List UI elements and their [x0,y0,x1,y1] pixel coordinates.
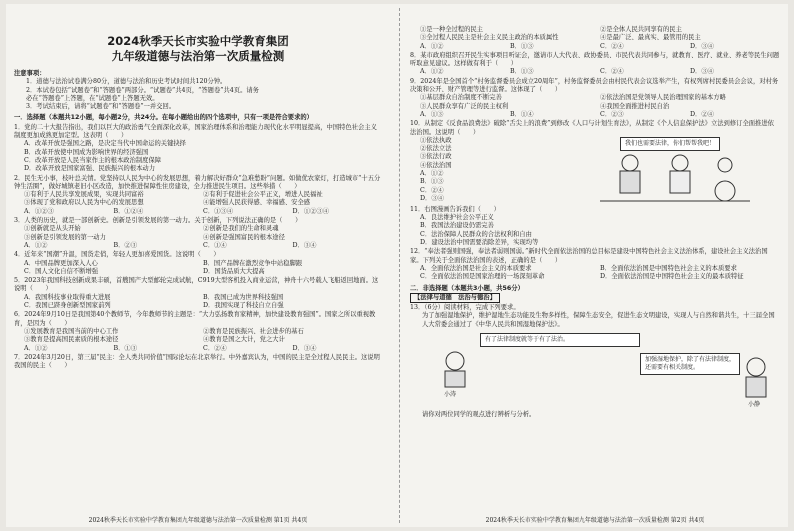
q10-options [410,137,590,205]
option: C．我国已跻身创新型国家前列 [24,302,111,310]
answer-row [410,68,780,76]
answer: B．①③ [510,68,534,76]
answer-row [14,208,382,216]
question-1: 1．党的二十大报告指出，我们以巨大的政治勇气全面深化改革，国家治理体系和治理能力现代化水平明显提高，中国特色社会主义制度更加成熟更加定型。这表明（ ） [14,123,377,140]
option: C．国人文化自信不断增强 [24,267,99,275]
question-6: 6．2024年9月10日是我国第40个教师节，今年教师节的主题是：“大力弘扬教育家精神，加快建设教育强国”。国家之所以重视教育，是因为（ ） [14,311,376,327]
option: ④依法治国 [420,161,452,169]
option: D．建设法治中国需要消除差异，实现均等 [420,239,539,247]
answer: C．②④ [203,344,227,352]
option: ③全过程人民民主是社会主义民主政治的本质属性 [420,34,559,42]
answer: D．①②③④ [292,207,330,215]
question-8: 8．某市政府组织召开民生实事项目听证会，邀请市人大代表、政协委员、市民代表共同参与，就教育、医疗、就业、养老等民生问题听取意见建议。这样做有利于（ ） [410,51,780,68]
answer: A．①② [420,68,444,76]
option: ①依法执政 [420,136,452,144]
option: ②依法治国是党领导人民治理国家的基本方略 [600,94,726,102]
note-line: 必在“答题卷”上答题，在“试题卷”上答题无效。 [26,94,159,102]
dialogue-scene [410,329,780,411]
left-page [14,4,382,527]
option: ③依法行政 [420,153,452,161]
answer: A．①② [420,170,444,178]
answer: A．①②③ [24,207,54,215]
question-5: 5．2023年我国科技创新成果丰硕，首艘国产大型邮轮完成试航，C919大型客机投入商业运营，神舟十六号载人飞船返回地面。这说明（ ） [14,277,379,293]
option: D．全面依法治国是中国特色社会主义的最本质特征 [600,273,744,281]
option: B．国产品牌在激烈竞争中站稳脚跟 [203,259,303,267]
exam-sheet [6,4,788,527]
cartoon-caption: 我们也需要法律，你们帮帮我吧！ [620,137,720,151]
answer-row [410,43,780,51]
answer: B．①③ [510,42,534,50]
answer: D．③④ [690,42,714,50]
answer: C．②③ [600,110,624,118]
option: ①有利于人民共享发展成果，实现共同富裕 [24,191,144,199]
q10-block [410,137,780,205]
question-3: 3．人类的历史，就是一部创新史。创新是引领发展的第一动力。关于创新，下列说法正确的是（ ） [14,217,302,225]
option: ①创新就是从头开始 [24,225,81,233]
option: ①基层群众自治制度不断完善 [420,94,502,102]
option: ④教育是国之大计，党之大计 [203,336,285,344]
option: ②有利于促进社会公平正义，增进人民福祉 [203,191,323,199]
section-one-heading: 一．选择题（本题共12小题，每小题2分，共24分。在每小题给出的四个选项中，只有一项是符合要求的） [14,114,313,122]
speech-bubble-1: 有了法律制度就等于有了法治。 [480,333,640,347]
option-row [410,103,780,111]
question-11: 11．右图漫画告诉我们（ ） [410,205,500,213]
option-row [14,225,382,233]
option-row [14,199,382,207]
option: ④是最广泛、最真实、最管用的民主 [600,34,701,42]
question-4: 4．近年来“国潮”升温，国货走俏，年轻人更加喜爱国货。这说明（ ） [14,251,220,259]
student-1-figure [430,349,480,389]
option: ③教育是提高国民素质的根本途径 [24,336,119,344]
answer: B．①④ [510,110,534,118]
answer: B．①③ [420,178,444,186]
speech-bubble-2: 加强湿地保护，除了有法律制度，还需要有相关制度。 [640,353,740,375]
question-9: 9．2024年是全国首个“村务监督委员会成立20周年”，村务监督委员会由村民代表会议选举产生，有权列席村民委员会会议，对村务决策和公开、财产管理等进行监督。这体现了（ ） [410,77,779,94]
page-footer: 2024秋季天长市实验中学教育集团九年级道德与法治第一次质量检测 第2页 共4页 [485,516,705,524]
option: D．我国实现了科技自立自强 [203,302,284,310]
option: ④我国全面推进村民自治 [600,102,670,110]
answer-row [14,345,382,353]
question-10: 10．从制定《反食品浪费法》破除“舌尖上的浪费”到修改《人口与计划生育法》，从制定《个人信息保护法》立法到修订全面推进依法治国。这说明（ ） [410,120,774,136]
option: ②是全体人民共同享有的民主 [600,26,682,33]
answer: A．①② [420,42,444,50]
option-row [14,336,382,344]
option: ①是一种全过程的民主 [420,26,483,33]
option: ④能增强人民获得感、幸福感、安全感 [203,199,311,207]
answer: B．①②④ [113,207,144,215]
option: B．全面依法治国是中国特色社会主义的本质要求 [600,264,737,272]
answer: D．③④ [420,194,444,202]
topic-tag: 【法律与道德 法治与德治】 [410,293,500,303]
answer: B．②③ [113,241,138,249]
option: D．改革开放是国家富强、民族振兴的根本动力 [24,165,155,173]
option: A．全面依法治国是社会主义的本质要求 [420,264,532,272]
option-row [410,273,780,281]
option: A．改革开放是强国之路，是决定当代中国命运的关键抉择 [24,140,186,148]
question-12: 12．“奉法者强则国强，奉法者弱则国弱。”新时代全面依法治国的总目标是建设中国特色社会主义法治体系，建设社会主义法治国家。下列关于全面依法治国的表述，正确的是（ ） [410,248,768,264]
option: ②创新是我们的生命和灵魂 [203,225,279,233]
answer: A．①② [24,241,48,249]
option: ②依法立法 [420,145,452,153]
exam-title: 2024秋季天长市实验中学教育集团 [107,34,289,48]
option: B．我国已成为世界科技强国 [203,293,284,301]
exam-subtitle: 九年级道德与法治第一次质量检测 [111,49,285,63]
option: D．国货品质大大提高 [203,267,265,275]
option: A．良法维护社会公平正义 [420,214,494,222]
option-row [14,260,382,268]
answer: B．①③ [113,344,138,352]
cartoon-illustration [590,137,760,205]
option: ③创新是引领发展的第一动力 [24,233,106,241]
student-2-name: 小静 [748,401,761,409]
option-row [410,265,780,273]
page-footer: 2024秋季天长市实验中学教育集团九年级道德与法治第一次质量检测 第1页 共4页 [88,516,308,524]
option-row [14,234,382,242]
answer: C．②④ [420,186,444,194]
option: ①发展教育是我国当前的中心工作 [24,327,119,335]
option: B．改革开放使中国成为影响世界的经济强国 [24,148,149,156]
question-2: 2．民生无小事，枝叶总关情。党坚持以人民为中心的发展思想，着力解决好群众“急难愁盼”问题。如做优农家灯，打造城市“十五分钟生活圈”，做好城镇老旧小区改造，加快推进保障性住房建设，全力推进民生项目。这些举措（ ） [14,174,381,190]
section-two-heading: 二．非选择题（本题共3小题，共56分） [410,284,524,292]
option: A．我国科技事业取得重大进展 [24,293,111,301]
answer: D．③④ [690,68,714,76]
answer: C．①③④ [203,207,234,215]
question-13: 13．（6分）阅读材料，完成下列要求。 [410,304,520,312]
option: ③人民群众享有广泛的民主权利 [420,102,509,110]
right-page [410,4,780,527]
option: A．中国品牌更加深入人心 [24,259,98,267]
student-2-figure [736,355,776,401]
page-divider [399,8,400,523]
answer: D．②④ [690,110,714,118]
option: B．我国法治建设仍需完善 [420,222,494,230]
answer-row [410,111,780,119]
note-line: 3．考试结束后，请将“试题卷”和“答题卷”一并交回。 [26,103,176,111]
option: C．改革开放是人民当家作主的根本政治制度保障 [24,156,162,164]
answer: C．②④ [600,42,624,50]
student-1-name: 小涛 [444,391,457,399]
option: ③体现了党和政府以人民为中心的发展思想 [24,199,144,207]
answer-row [14,242,382,250]
answer: A．①③ [420,110,444,118]
note-line: 1．道德与法治试卷满分80分，道德与法治和历史考试时间共120分钟。 [26,78,227,86]
option-row [14,302,382,310]
answer: C．①④ [203,241,227,249]
option: C．全面依法治国是国家治理的一场深刻革命 [420,273,545,281]
option-row [14,328,382,336]
answer: A．①② [24,344,48,352]
option: C．法治保障人民群众的合法权利和自由 [420,230,532,238]
note-line: 2．本试卷包括“试题卷”和“答题卷”两部分。“试题卷”共4页，“答题卷”共4页。请务 [26,86,259,94]
answer: D．③④ [292,241,317,249]
option-row [14,268,382,276]
question-7: 7．2024年3月20日，第三届“民主：全人类共同价值”国际论坛在北京举行。中外嘉宾认为，中国的民主是全过程人民民主。这说明我国的民主（ ） [14,353,380,370]
notes-heading: 注意事项： [14,70,46,77]
cartoon-figures [590,149,760,207]
option: ④创新是强国富民的根本途径 [203,233,285,241]
material-text: 为了加强湿地保护，维护湿地生态功能及生物多样性，保障生态安全，促进生态文明建设，实现人与自然和谐共生，十三届全国人大常委会通过了《中华人民共和国湿地保护法》。 [422,312,775,328]
answer: C．②④ [600,68,624,76]
answer: D．③④ [292,344,317,352]
option-row [410,94,780,102]
option-row [410,34,780,42]
question-13-prompt: 请你对两位同学的观点进行辨析与分析。 [422,411,536,419]
option: ②教育是民族振兴、社会进步的基石 [203,327,304,335]
option-row [14,294,382,302]
